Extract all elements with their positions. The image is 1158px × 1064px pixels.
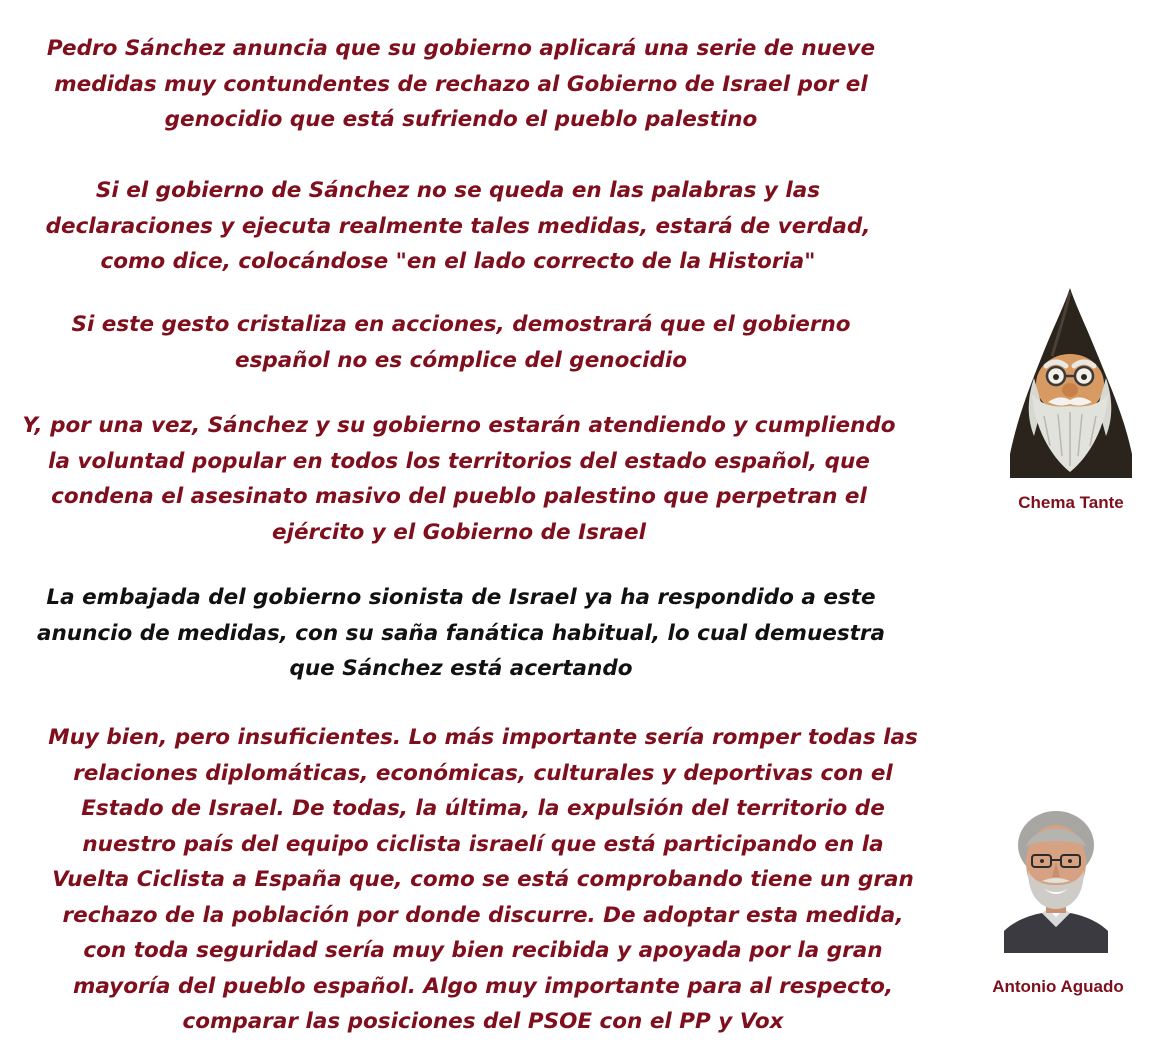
paragraph-embassy-response: La embajada del gobierno sionista de Israel ya ha respondido a este anuncio de medidas, con su saña fanática habitual, lo cual demuestra que Sánchez está acertando [36,585,886,681]
author-name-chema: Chema Tante [1018,493,1124,512]
paragraph-words-and-deeds: Si el gobierno de Sánchez no se queda en las palabras y las declaraciones y ejecuta realmente tales medidas, estará de verdad, como dice, colocándose "en el lado correcto de la Historia" [45,178,871,274]
paragraph-insufficient-measures: Muy bien, pero insuficientes. Lo más importante sería romper todas las relaciones diplomáticas, económicas, culturales y deportivas con el Estado de Israel. De todas, la última, la expulsión del territorio de nuestro país del equipo ciclista israelí que está participando en la Vuelta Ciclista a España que, como se está comprobando tiene un gran rechazo de la población por donde discurre. De adoptar esta medida, con toda seguridad sería muy bien recibida y apoyada por la gran mayoría del pueblo español. Algo muy importante para al respecto, comparar las posiciones del PSOE con el PP y Vox [48,725,918,1034]
hooded-gnome-portrait [1004,286,1136,478]
paragraph-gesture: Si este gesto cristaliza en acciones, demostrará que el gobierno español no es cómplice del genocidio [71,312,851,373]
man-with-glasses-portrait [1004,805,1108,953]
paragraph-popular-will: Y, por una vez, Sánchez y su gobierno estarán atendiendo y cumpliendo la voluntad popular en todos los territorios del estado español, que condena el asesinato masivo del pueblo palestino que perpetran el ejército y el Gobierno de Israel [22,413,896,545]
author-name-antonio: Antonio Aguado [992,977,1124,996]
paragraph-announcement: Pedro Sánchez anuncia que su gobierno aplicará una serie de nueve medidas muy contundentes de rechazo al Gobierno de Israel por el genocidio que está sufriendo el pueblo palestino [46,36,876,132]
